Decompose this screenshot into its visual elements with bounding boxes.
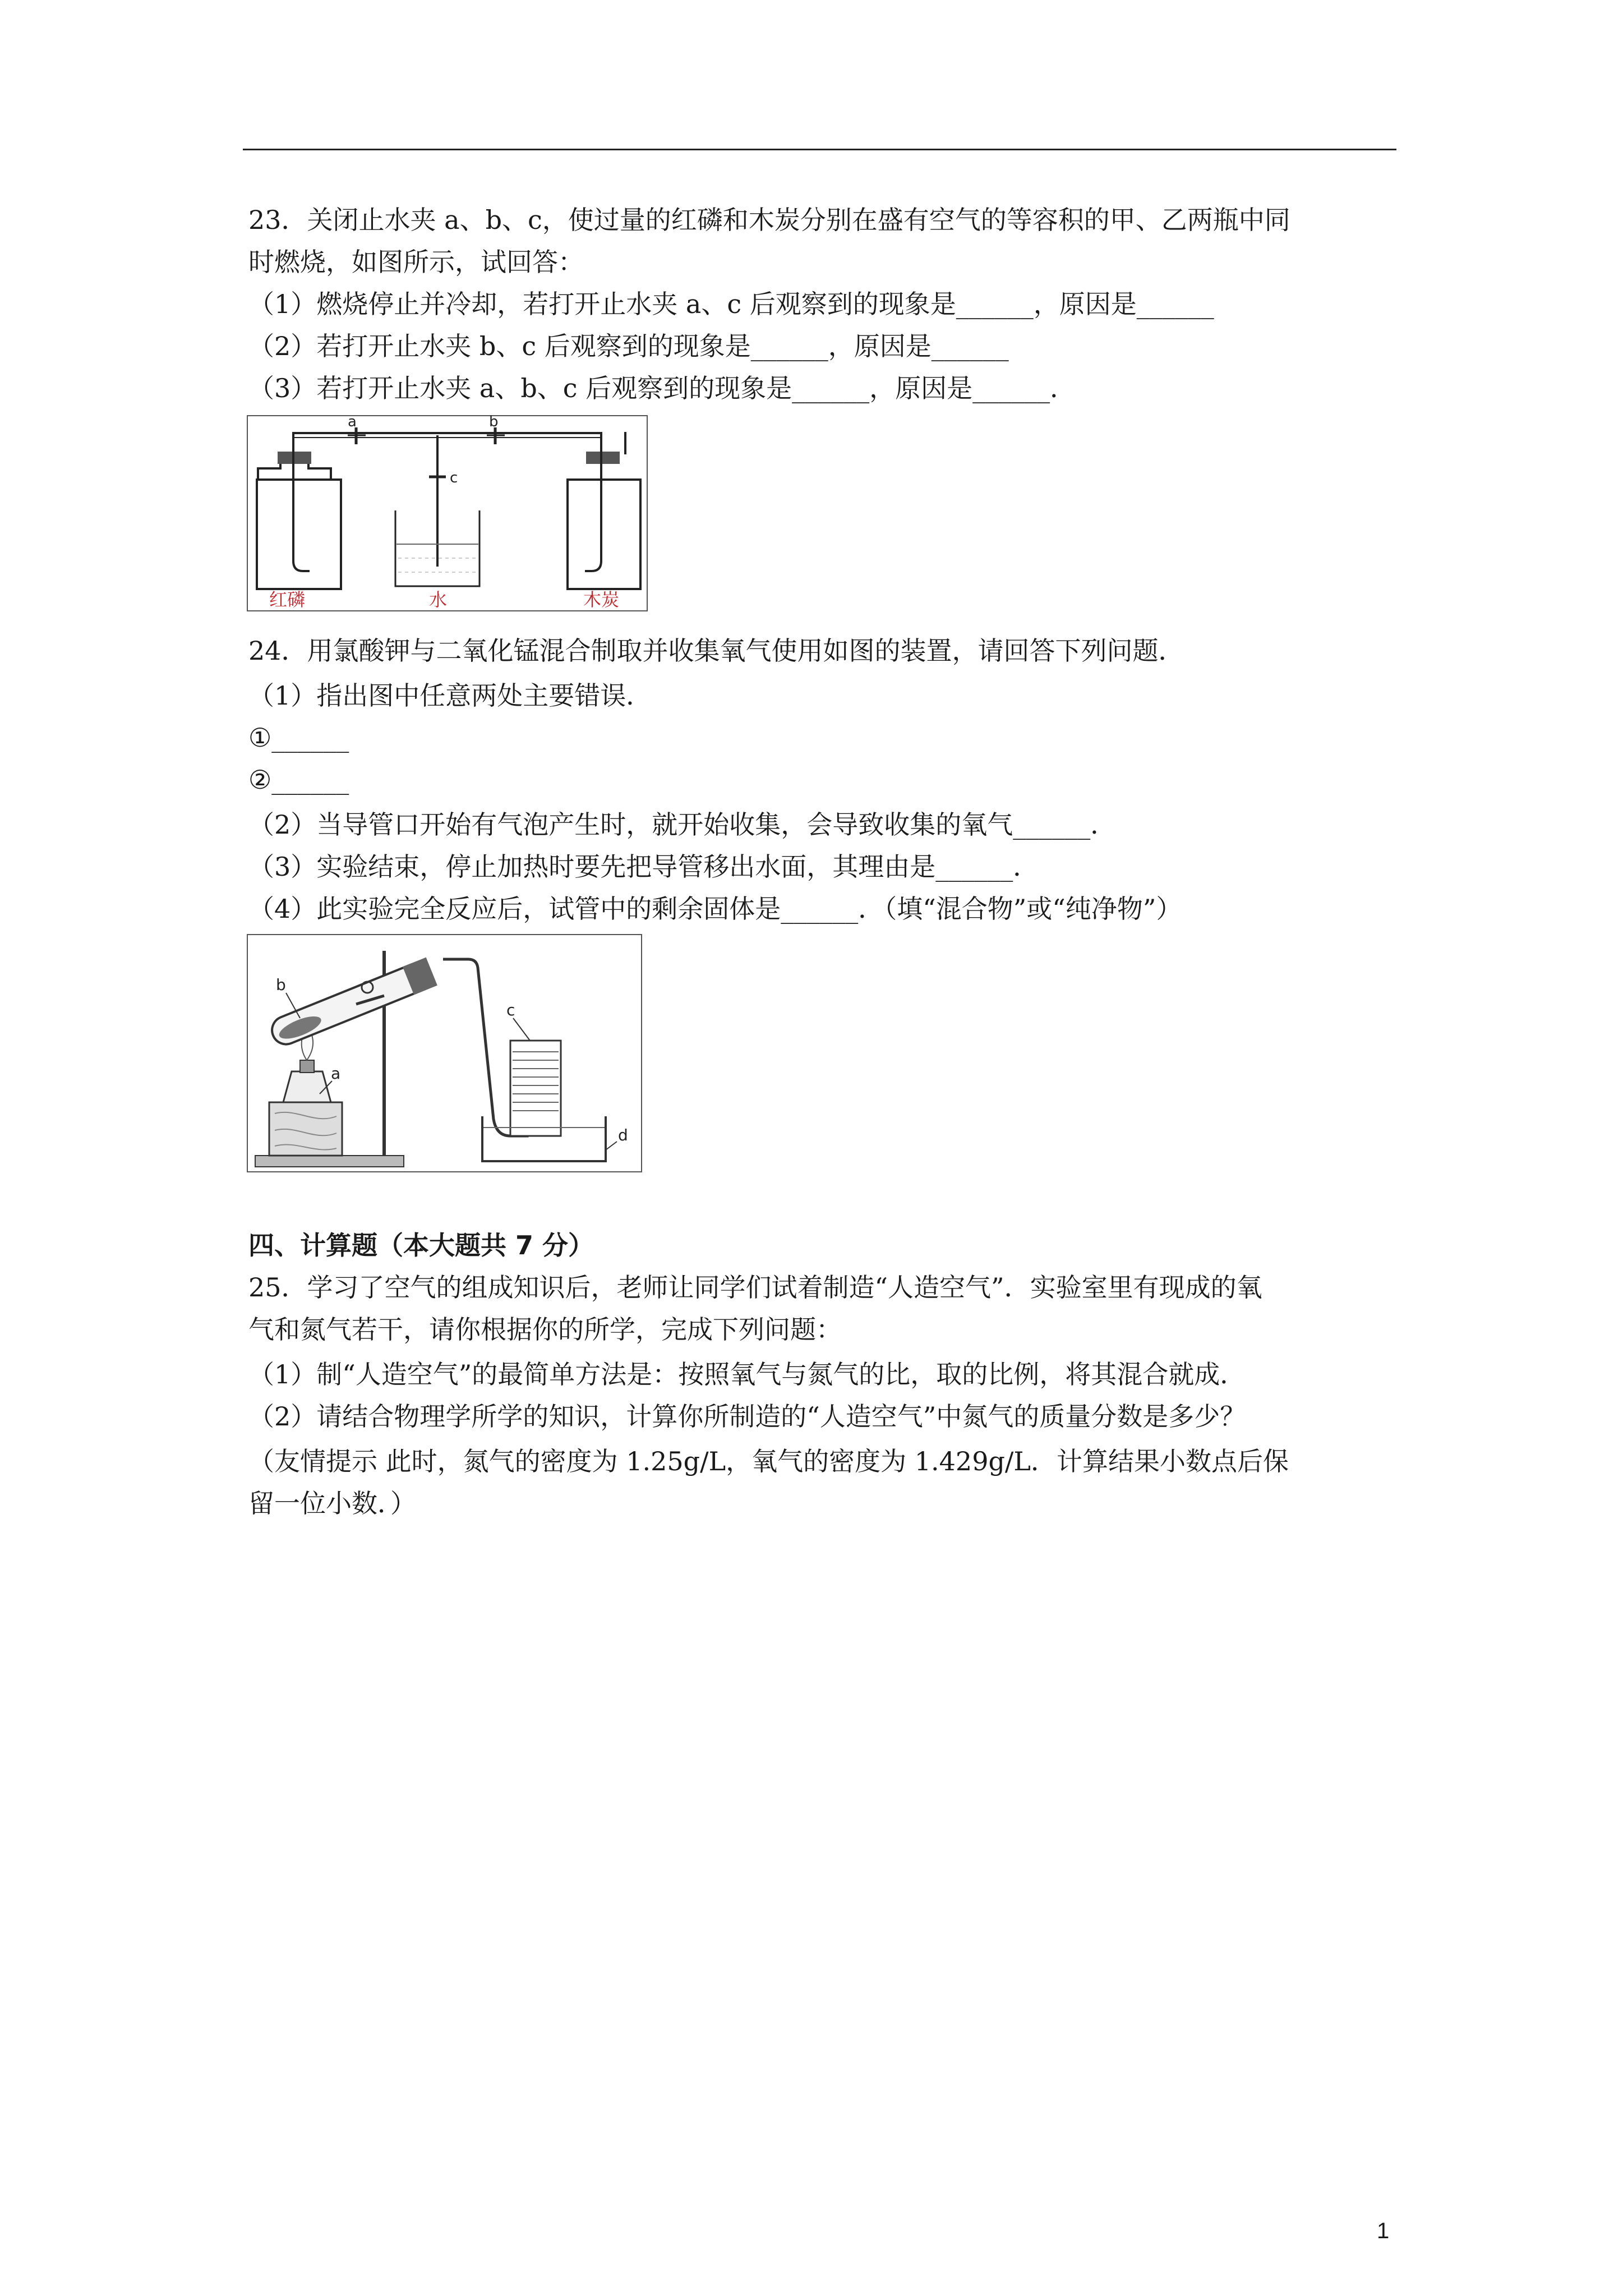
section4-heading: 四、计算题（本大题共 7 分） bbox=[248, 1230, 594, 1260]
q24-blank2: ②______ bbox=[248, 765, 349, 795]
page-number: 1 bbox=[1377, 2219, 1390, 2243]
alcohol-lamp bbox=[283, 1071, 331, 1102]
q25-stem-line2: 气和氮气若干，请你根据你的所学，完成下列问题： bbox=[248, 1314, 842, 1345]
q24-figure bbox=[247, 934, 642, 1172]
q23-part2: （2）若打开止水夹 b、c 后观察到的现象是______，原因是______ bbox=[248, 331, 1009, 361]
q23-label-c: c bbox=[450, 470, 458, 486]
q23-label-charcoal: 木炭 bbox=[583, 589, 620, 610]
q24-apparatus-diagram bbox=[247, 934, 642, 1172]
q24-part1: （1）指出图中任意两处主要错误． bbox=[248, 680, 652, 711]
right-bottle-stopper bbox=[586, 452, 620, 464]
q25-part2: （2）请结合物理学所学的知识，计算你所制造的“人造空气”中氮气的质量分数是多少？ bbox=[248, 1401, 1246, 1432]
q25-hint-line2: 留一位小数．） bbox=[248, 1488, 416, 1519]
q23-label-b: b bbox=[489, 415, 499, 430]
q24-label-c: c bbox=[506, 1001, 515, 1019]
q24-label-b: b bbox=[276, 976, 286, 994]
q23-figure bbox=[247, 415, 648, 611]
q24-part2: （2）当导管口开始有气泡产生时，就开始收集，会导致收集的氧气______． bbox=[248, 809, 1117, 840]
gas-collecting-bottle bbox=[510, 1041, 561, 1136]
q24-blank1: ①______ bbox=[248, 723, 349, 753]
q24-part3: （3）实验结束，停止加热时要先把导管移出水面，其理由是______． bbox=[248, 852, 1039, 882]
q23-label-water: 水 bbox=[429, 589, 448, 610]
q24-part4: （4）此实验完全反应后，试管中的剩余固体是______．（填“混合物”或“纯净物”） bbox=[248, 894, 1182, 924]
q24-stem: 24．用氯酸钾与二氧化锰混合制取并收集氧气使用如图的装置，请回答下列问题． bbox=[248, 636, 1184, 666]
q25-stem-line1: 25．学习了空气的组成知识后，老师让同学们试着制造“人造空气”．实验室里有现成的氧 bbox=[248, 1272, 1262, 1303]
q23-label-red-phosphorus: 红磷 bbox=[269, 589, 306, 610]
header-rule bbox=[243, 149, 1396, 150]
figure-frame bbox=[247, 416, 647, 611]
q24-label-a: a bbox=[331, 1064, 341, 1083]
q23-part3: （3）若打开止水夹 a、b、c 后观察到的现象是______，原因是______． bbox=[248, 373, 1076, 403]
q25-hint-line1: （友情提示 此时，氮气的密度为 1.25g/L，氧气的密度为 1.429g/L．计算结果小数点后保 bbox=[248, 1446, 1289, 1476]
q23-stem-line2: 时燃烧，如图所示，试回答： bbox=[248, 247, 584, 277]
q23-part1: （1）燃烧停止并冷却，若打开止水夹 a、c 后观察到的现象是______，原因是______ bbox=[248, 289, 1214, 319]
q23-label-a: a bbox=[348, 415, 357, 430]
q24-label-d: d bbox=[618, 1126, 628, 1144]
q23-apparatus-diagram bbox=[247, 415, 648, 611]
q23-stem-line1: 23．关闭止水夹 a、b、c，使过量的红磷和木炭分别在盛有空气的等容积的甲、乙两瓶中同 bbox=[248, 205, 1290, 235]
iron-stand-base bbox=[255, 1156, 404, 1167]
q25-part1: （1）制“人造空气”的最简单方法是：按照氧气与氮气的比，取的比例，将其混合就成． bbox=[248, 1359, 1246, 1389]
